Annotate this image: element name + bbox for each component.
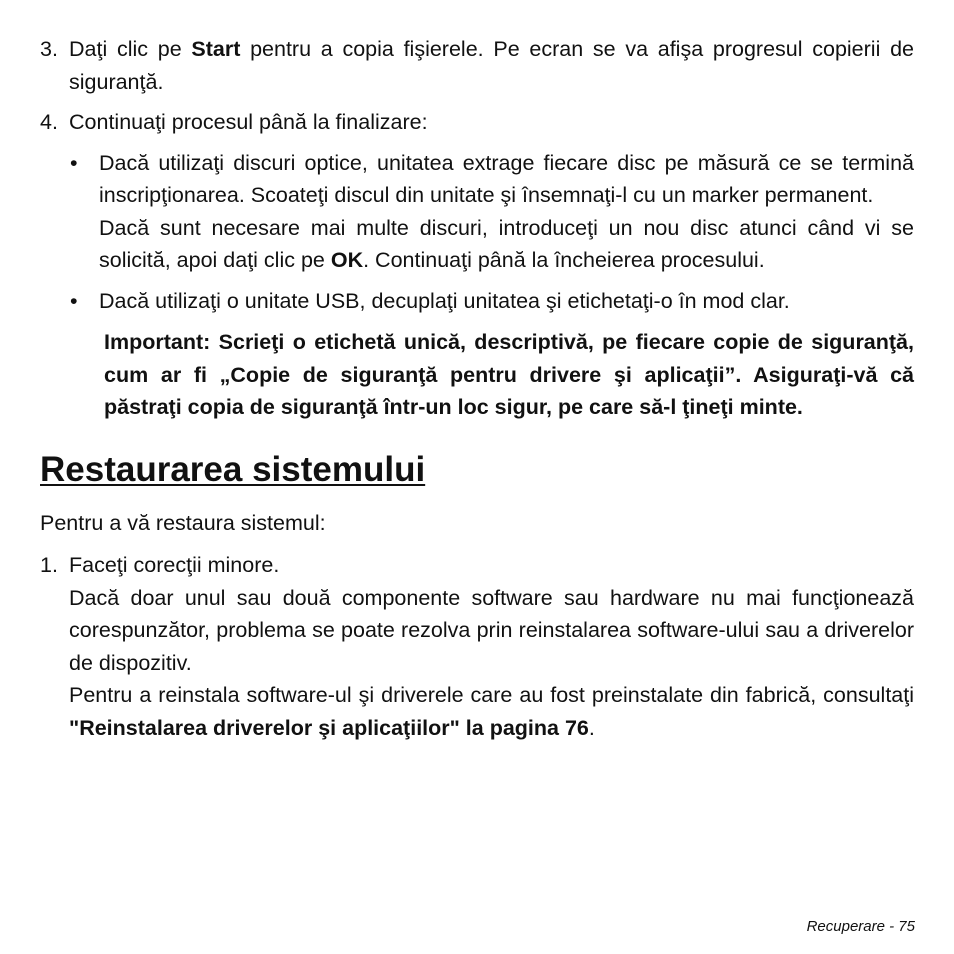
bullet-optical-discs bbox=[40, 147, 914, 277]
restore-step-1-paragraph-2 bbox=[69, 679, 914, 744]
page-content bbox=[40, 33, 914, 744]
step-3-text-pre: Daţi clic pe bbox=[69, 37, 192, 61]
page-footer: Recuperare - 75 bbox=[806, 918, 915, 935]
restore-step-1-number: 1. bbox=[40, 553, 58, 577]
restore-step-1-title: Faceţi corecţii minore. bbox=[69, 553, 280, 577]
bullet-1-p2-pre: Dacă sunt necesare mai multe discuri, introduceţi un nou disc atunci când vi se solicită, apoi daţi clic pe bbox=[99, 215, 914, 272]
bullet-2-text: Dacă utilizaţi o unitate USB, decuplaţi unitatea şi etichetaţi-o în mod clar. bbox=[99, 288, 790, 313]
step-4 bbox=[40, 106, 914, 139]
bullet-1-p2-post: . Continuaţi până la încheierea procesului. bbox=[363, 248, 765, 272]
reinstall-reference: "Reinstalarea driverelor şi aplicaţiilor" la pagina 76 bbox=[69, 715, 589, 740]
bullet-1-ok-bold: OK bbox=[330, 248, 364, 272]
step-3 bbox=[40, 33, 914, 98]
step-3-text-post: pentru a copia fişierele. Pe ecran se va afişa progresul copierii de siguranţă. bbox=[69, 37, 914, 94]
bullet-usb-drive bbox=[40, 285, 914, 318]
section-intro: Pentru a vă restaura sistemul: bbox=[40, 510, 326, 535]
bullet-symbol: • bbox=[70, 288, 78, 313]
important-note: Important: Scrieţi o etichetă unică, descriptivă, pe fiecare copie de siguranţă, cum ar fi „Copie de siguranţă pentru drivere şi aplicaţii”. Asiguraţi-vă că păstraţi copia de siguranţă într-un loc sigur, pe care să-l ţineţi minte. bbox=[104, 330, 914, 419]
restore-step-1-p2-pre: Pentru a reinstala software-ul şi driverele care au fost preinstalate din fabrică, consultaţi bbox=[69, 683, 914, 707]
restore-step-1-p2-post: . bbox=[588, 715, 595, 740]
step-4-text: Continuaţi procesul până la finalizare: bbox=[69, 110, 428, 134]
bullet-symbol: • bbox=[70, 150, 78, 175]
step-3-bold-start: Start bbox=[191, 37, 241, 61]
restore-step-1 bbox=[40, 549, 914, 744]
bullet-1-paragraph-2 bbox=[99, 212, 914, 277]
step-4-number: 4. bbox=[40, 110, 58, 134]
restore-step-1-paragraph-1: Dacă doar unul sau două componente software sau hardware nu mai funcţionează corespunzător, problema se poate rezolva prin reinstalarea software-ului sau a driverelor de dispozitiv. bbox=[69, 585, 914, 675]
section-heading: Restaurarea sistemului bbox=[40, 449, 426, 489]
bullet-1-paragraph-1: Dacă utilizaţi discuri optice, unitatea extrage fiecare disc pe măsură ce se termină inscripţionarea. Scoateţi discul din unitate şi însemnaţi-l cu un marker permanent. bbox=[99, 150, 914, 207]
step-3-number: 3. bbox=[40, 37, 58, 61]
